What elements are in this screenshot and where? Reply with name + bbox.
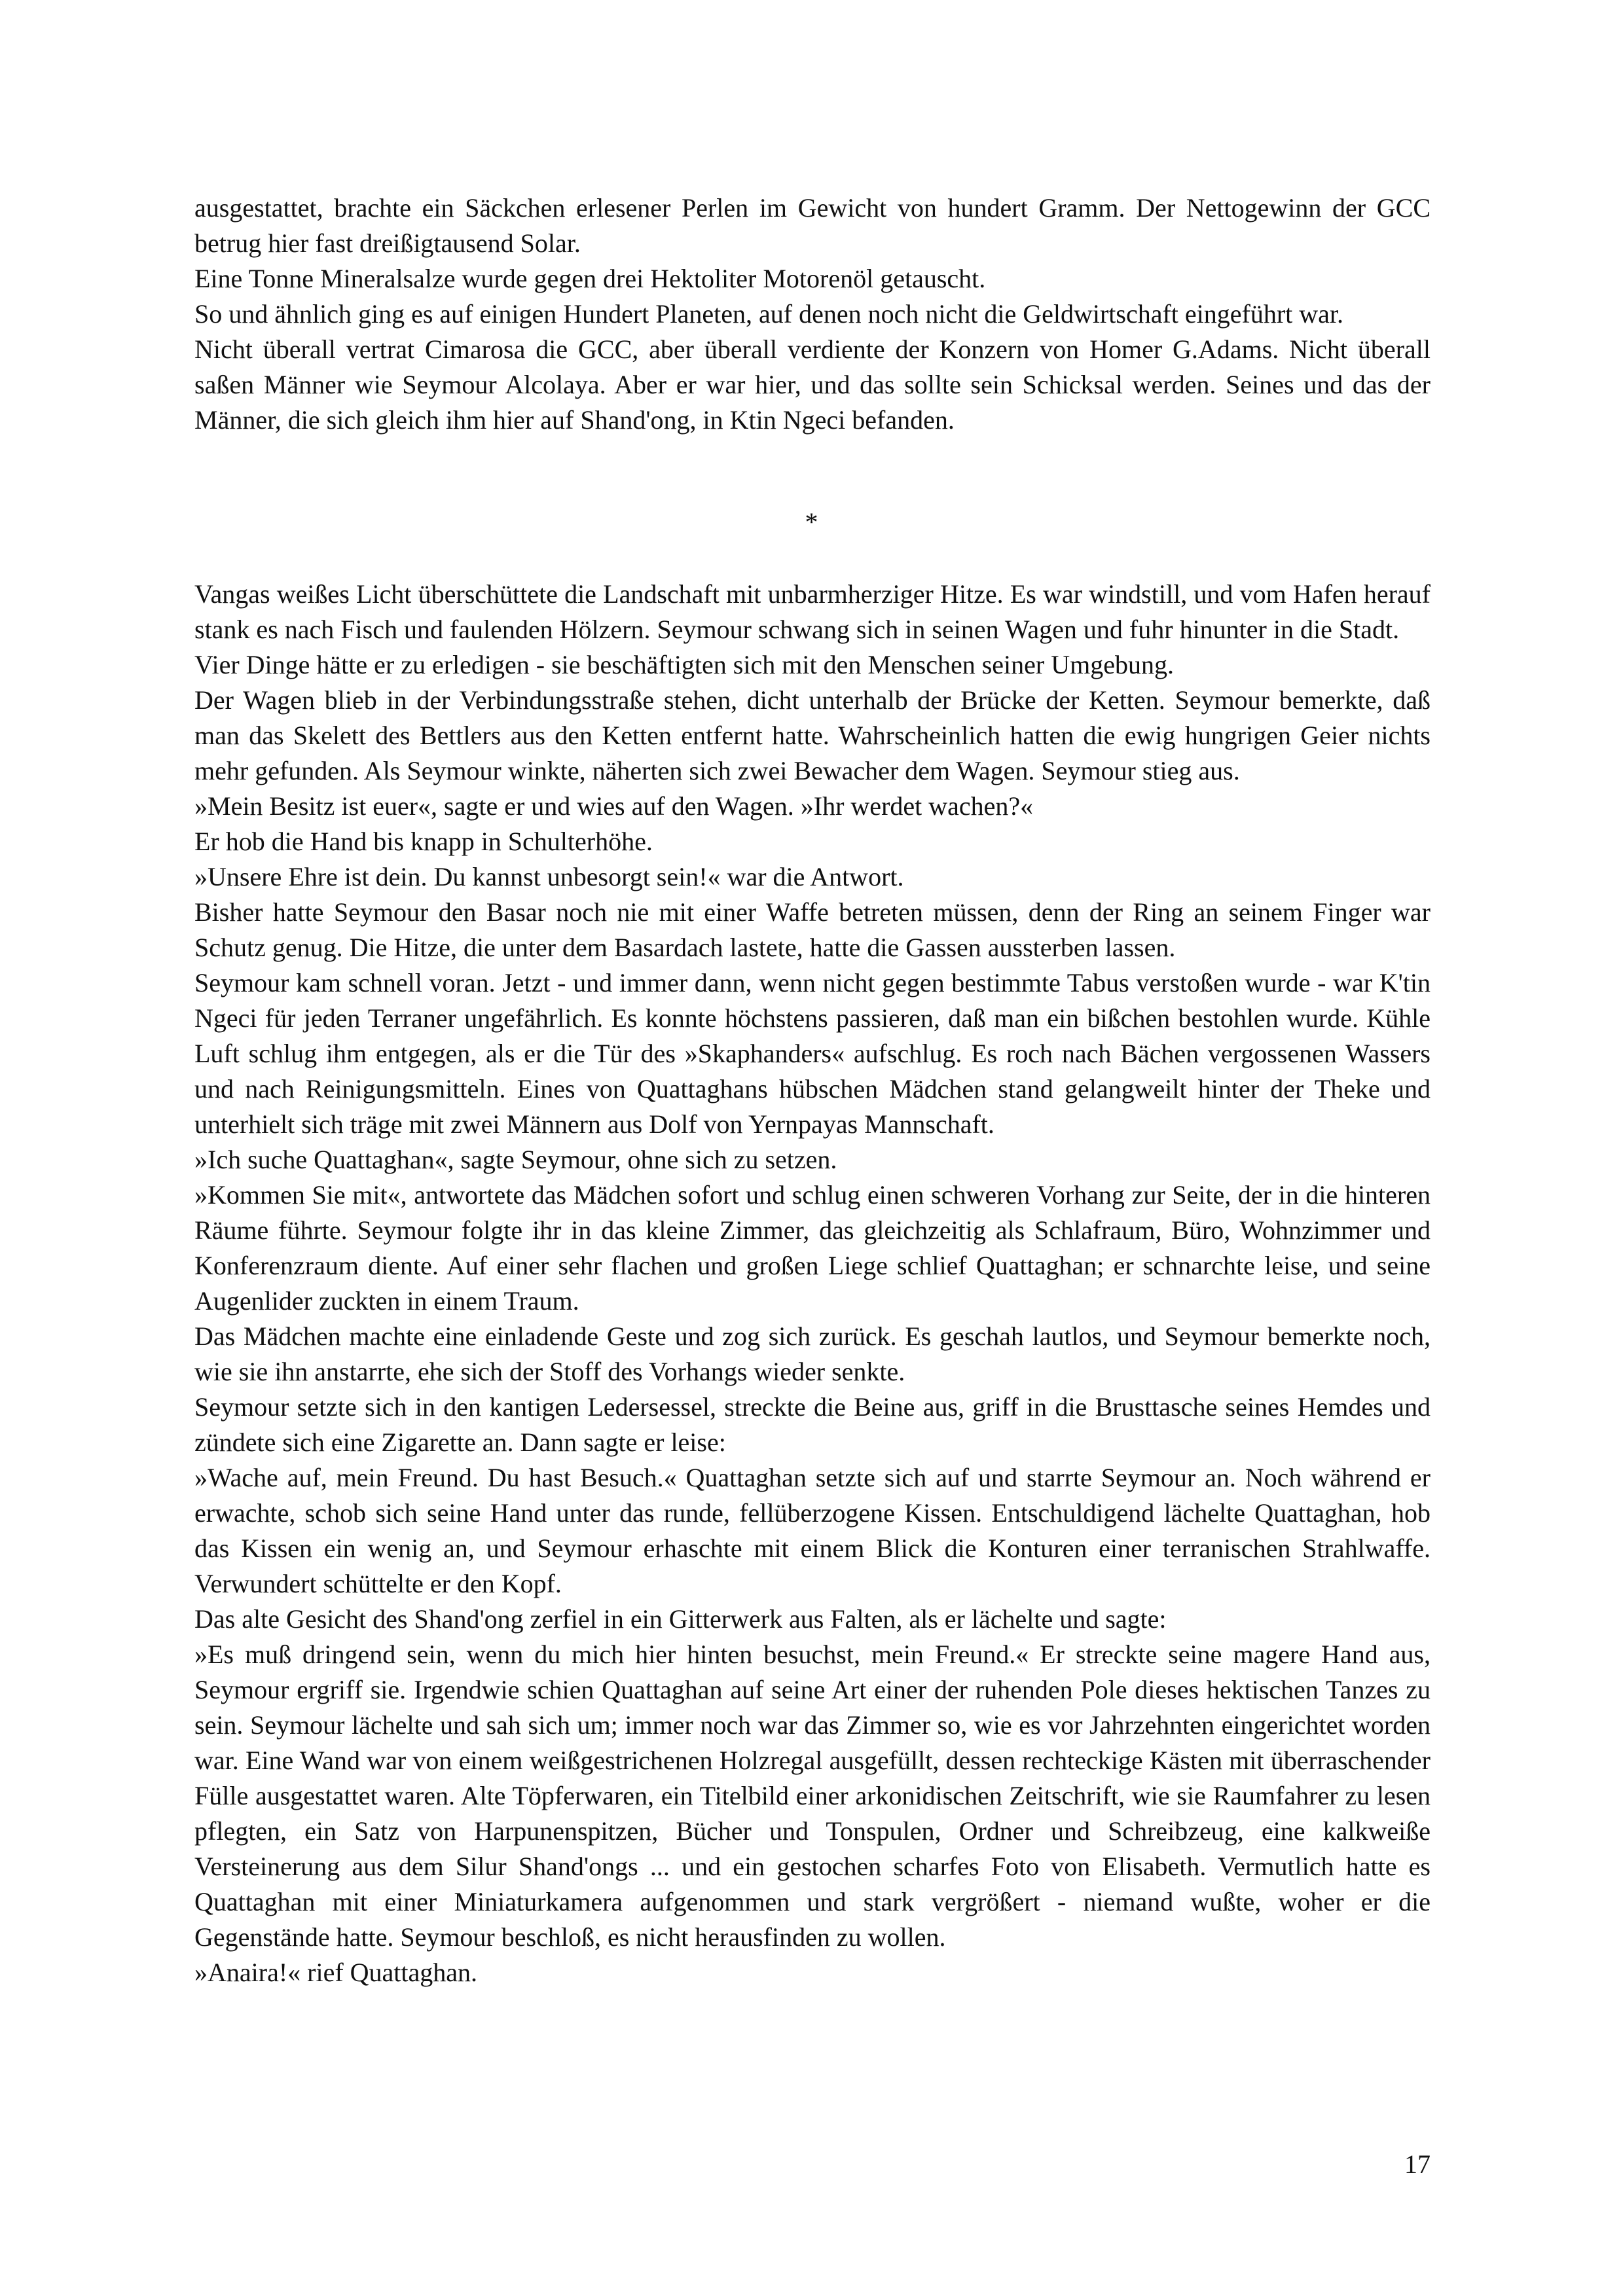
paragraph: Seymour setzte sich in den kantigen Ledersessel, streckte die Beine aus, griff in die Brusttasche seines Hemdes und zündete sich eine Zigarette an. Dann sagte er leise:: [194, 1392, 1431, 1457]
paragraph: Vangas weißes Licht überschüttete die Landschaft mit unbarmherziger Hitze. Es war windstill, und vom Hafen herauf stank es nach Fisch und faulenden Hölzern. Seymour schwang sich in seinen Wagen und fuhr hinunter in die Stadt.: [194, 579, 1431, 644]
paragraph: »Anaira!« rief Quattaghan.: [194, 1958, 478, 1987]
paragraph: »Es muß dringend sein, wenn du mich hier hinten besuchst, mein Freund.« Er streckte seine magere Hand aus, Seymour ergriff sie. Irgendwie schien Quattaghan auf seine Art einer der ruhenden Pole dieses hektischen Tanzes zu sein. Seymour lächelte und sah sich um; immer noch war das Zimmer so, wie es vor Jahrzehnten eingerichtet worden war. Eine Wand war von einem weißgestrichenen Holzregal ausgefüllt, dessen rechteckige Kästen mit überraschender Fülle ausgestattet waren. Alte Töpferwaren, ein Titelbild einer arkonidischen Zeitschrift, wie sie Raumfahrer zu lesen pflegten, ein Satz von Harpunenspitzen, Bücher und Tonspulen, Ordner und Schreibzeug, eine kalkweiße Versteinerung aus dem Silur Shand'ongs ... und ein gestochen scharfes Foto von Elisabeth. Vermutlich hatte es Quattaghan mit einer Miniaturkamera aufgenommen und stark vergrößert - niemand wußte, woher er die Gegenstände hatte. Seymour beschloß, es nicht herausfinden zu wollen.: [194, 1640, 1431, 1952]
paragraph: Das Mädchen machte eine einladende Geste und zog sich zurück. Es geschah lautlos, und Seymour bemerkte noch, wie sie ihn anstarrte, ehe sich der Stoff des Vorhangs wieder senkte.: [194, 1321, 1431, 1386]
section-separator: *: [805, 507, 818, 537]
paragraph: Vier Dinge hätte er zu erledigen - sie beschäftigten sich mit den Menschen seiner Umgebung.: [194, 650, 1174, 679]
paragraph: Der Wagen blieb in der Verbindungsstraße stehen, dicht unterhalb der Brücke der Ketten. Seymour bemerkte, daß man das Skelett des Bettlers aus den Ketten entfernt hatte. Wahrscheinlich hatten die ewig hungrigen Geier nichts mehr gefunden. Als Seymour winkte, näherten sich zwei Bewacher dem Wagen. Seymour stieg aus.: [194, 685, 1431, 785]
paragraph: »Kommen Sie mit«, antwortete das Mädchen sofort und schlug einen schweren Vorhang zur Seite, der in die hinteren Räume führte. Seymour folgte ihr in das kleine Zimmer, das gleichzeitig als Schlafraum, Büro, Wohnzimmer und Konferenzraum diente. Auf einer sehr flachen und großen Liege schlief Quattaghan; er schnarchte leise, und seine Augenlider zuckten in einem Traum.: [194, 1180, 1431, 1316]
paragraph: Eine Tonne Mineralsalze wurde gegen drei Hektoliter Motorenöl getauscht.: [194, 264, 986, 293]
paragraph: »Wache auf, mein Freund. Du hast Besuch.« Quattaghan setzte sich auf und starrte Seymour an. Noch während er erwachte, schob sich seine Hand unter das runde, fellüberzogene Kissen. Entschuldigend lächelte Quattaghan, hob das Kissen ein wenig an, und Seymour erhaschte mit einem Blick die Konturen einer terranischen Strahlwaffe. Verwundert schüttelte er den Kopf.: [194, 1463, 1431, 1598]
main-text-block: [194, 577, 1431, 1990]
paragraph: Bisher hatte Seymour den Basar noch nie mit einer Waffe betreten müssen, denn der Ring an seinem Finger war Schutz genug. Die Hitze, die unter dem Basardach lastete, hatte die Gassen aussterben lassen.: [194, 897, 1431, 962]
paragraph: »Mein Besitz ist euer«, sagte er und wies auf den Wagen. »Ihr werdet wachen?«: [194, 791, 1034, 821]
paragraph: ausgestattet, brachte ein Säckchen erlesener Perlen im Gewicht von hundert Gramm. Der Nettogewinn der GCC betrug hier fast dreißigtausend Solar.: [194, 193, 1431, 258]
intro-text-block: [194, 190, 1431, 438]
paragraph: Nicht überall vertrat Cimarosa die GCC, aber überall verdiente der Konzern von Homer G.Adams. Nicht überall saßen Männer wie Seymour Alcolaya. Aber er war hier, und das sollte sein Schicksal werden. Seines und das der Männer, die sich gleich ihm hier auf Shand'ong, in Ktin Ngeci befanden.: [194, 334, 1431, 435]
paragraph: So und ähnlich ging es auf einigen Hundert Planeten, auf denen noch nicht die Geldwirtschaft eingeführt war.: [194, 299, 1344, 329]
paragraph: »Unsere Ehre ist dein. Du kannst unbesorgt sein!« war die Antwort.: [194, 862, 904, 891]
paragraph: Er hob die Hand bis knapp in Schulterhöhe.: [194, 827, 653, 856]
paragraph: Seymour kam schnell voran. Jetzt - und immer dann, wenn nicht gegen bestimmte Tabus verstoßen wurde - war K'tin Ngeci für jeden Terraner ungefährlich. Es konnte höchstens passieren, daß man ein bißchen bestohlen wurde. Kühle Luft schlug ihm entgegen, als er die Tür des »Skaphanders« aufschlug. Es roch nach Bächen vergossenen Wassers und nach Reinigungsmitteln. Eines von Quattaghans hübschen Mädchen stand gelangweilt hinter der Theke und unterhielt sich träge mit zwei Männern aus Dolf von Yernpayas Mannschaft.: [194, 968, 1431, 1139]
paragraph: »Ich suche Quattaghan«, sagte Seymour, ohne sich zu setzen.: [194, 1145, 837, 1174]
paragraph: Das alte Gesicht des Shand'ong zerfiel in ein Gitterwerk aus Falten, als er lächelte und sagte:: [194, 1604, 1167, 1634]
page-number: 17: [1404, 2149, 1431, 2179]
